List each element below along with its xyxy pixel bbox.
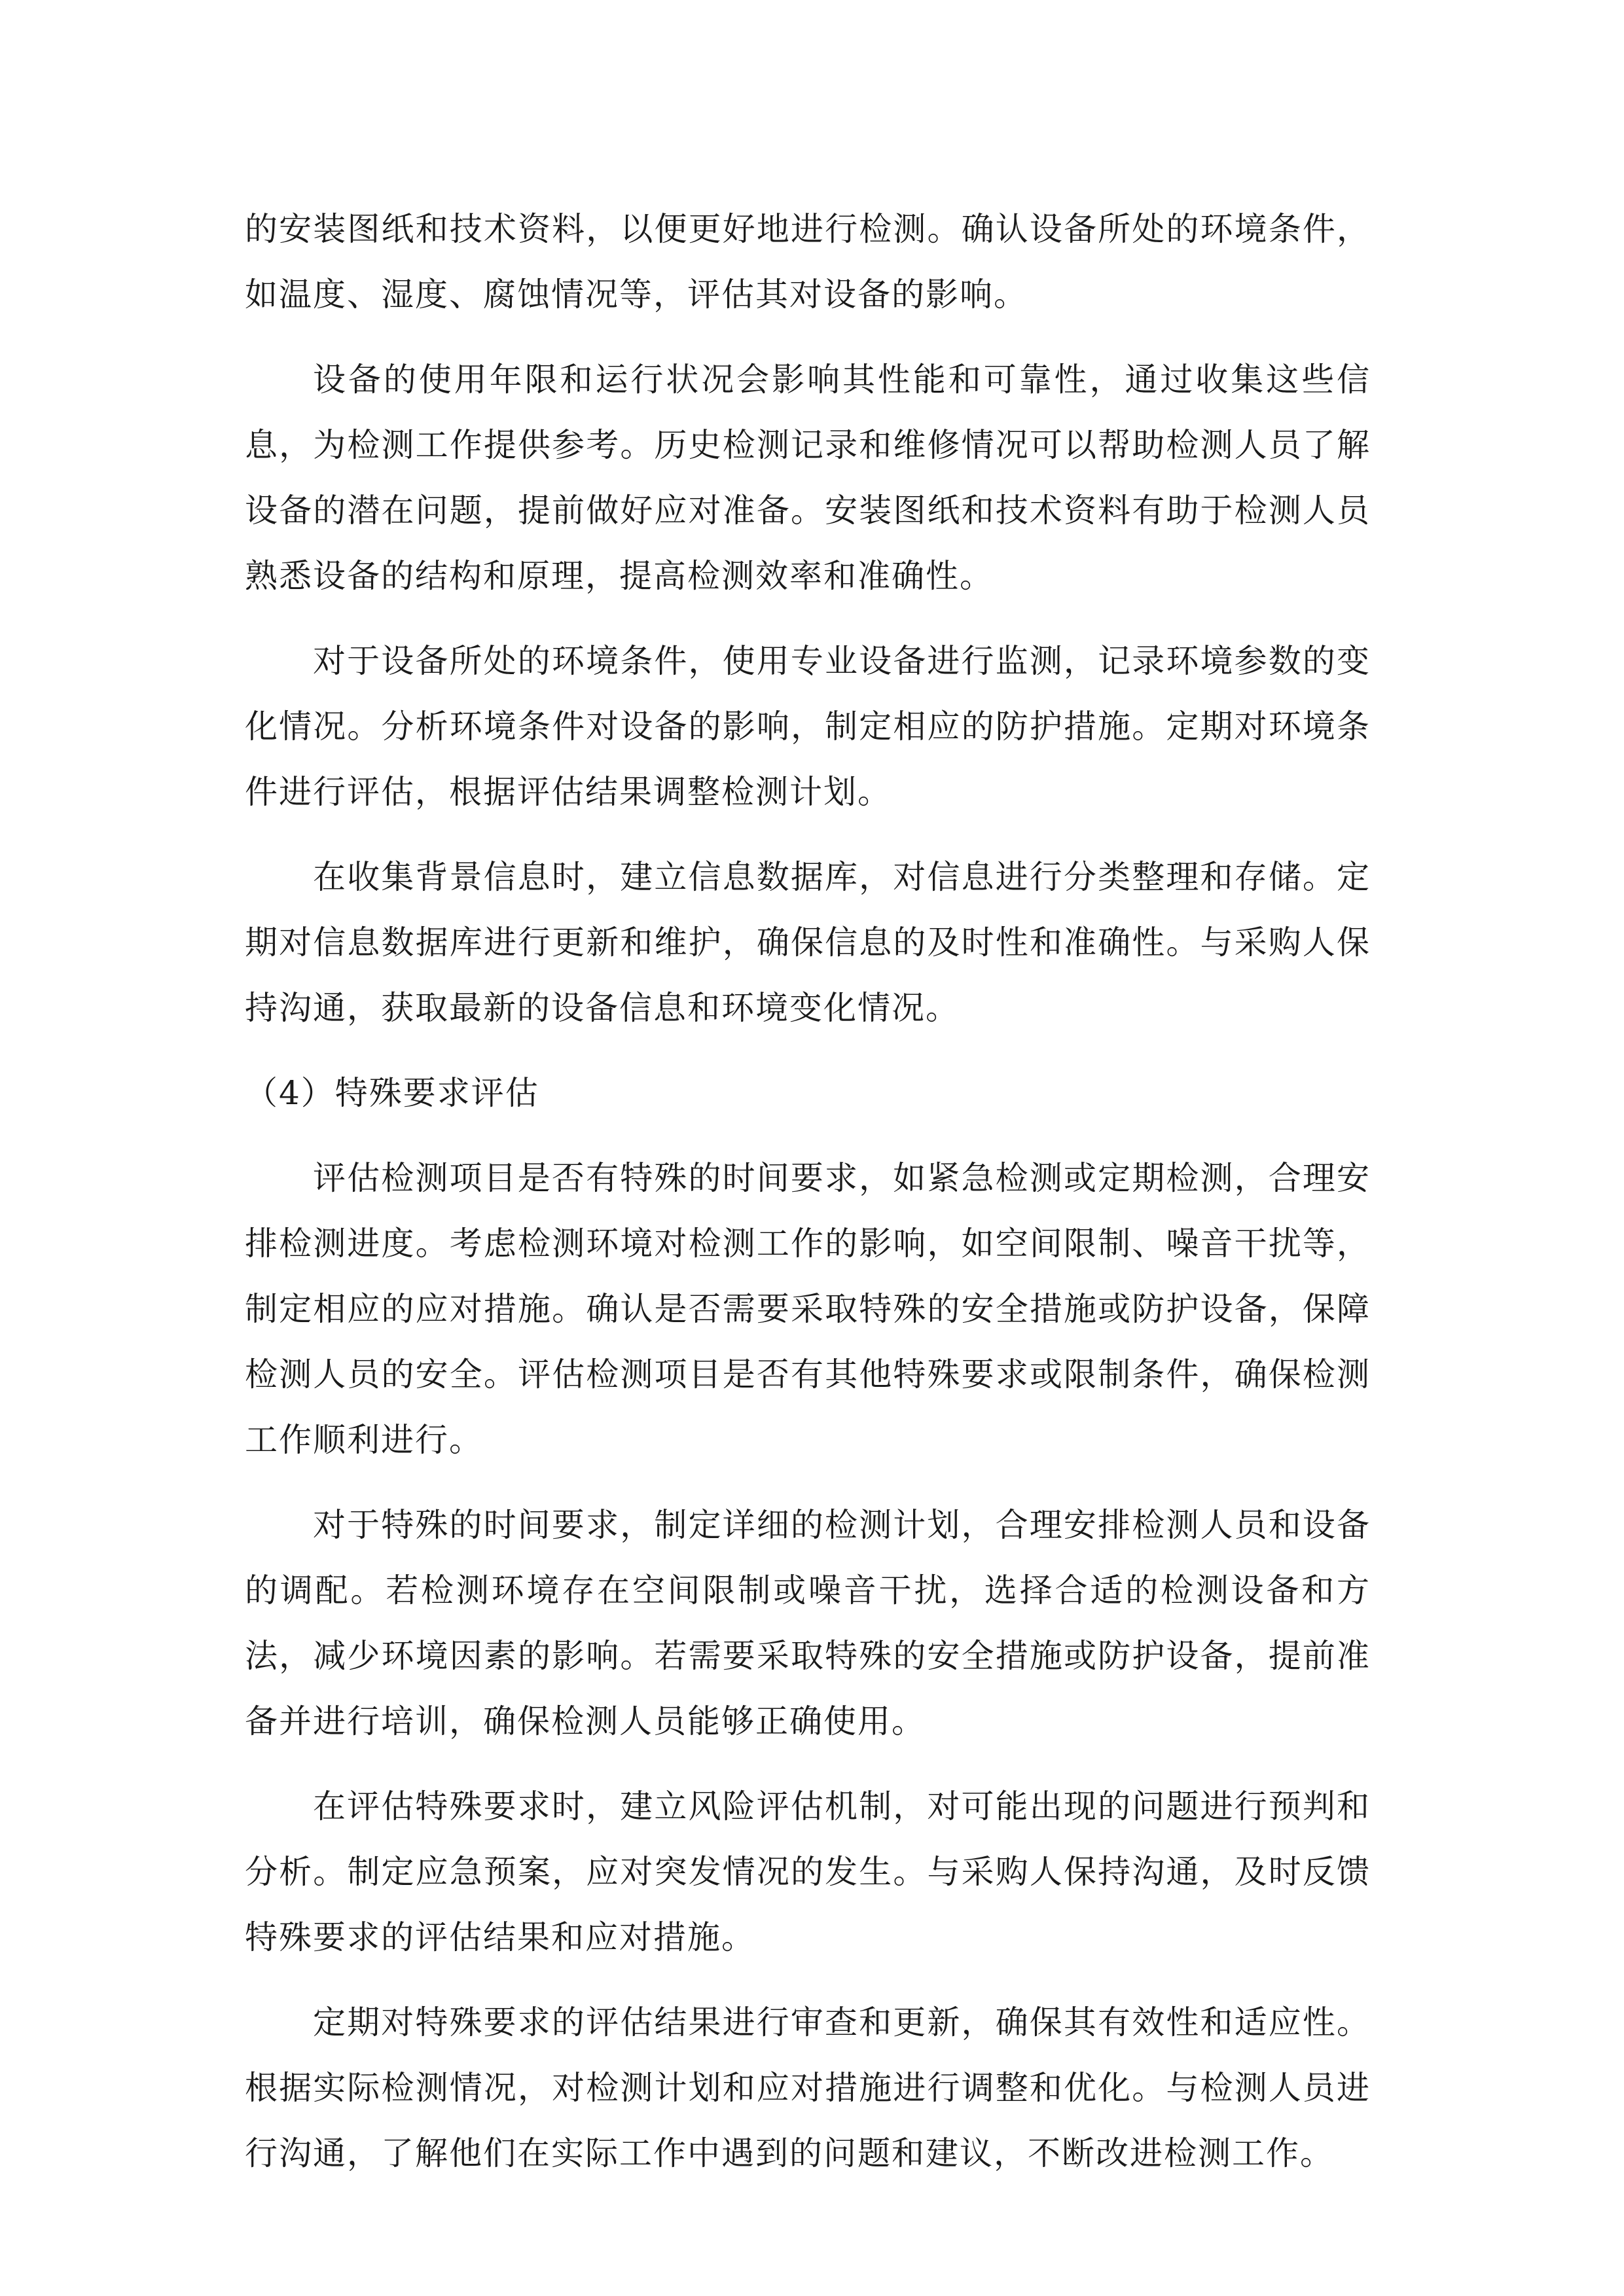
section-heading: （4）特殊要求评估 (245, 1074, 539, 1112)
paragraph-continued: 的安装图纸和技术资料，以便更好地进行检测。确认设备所处的环境条件，如温度、湿度、腐蚀情况等，评估其对设备的影响。 (245, 210, 1371, 314)
section-paragraph: 评估检测项目是否有特殊的时间要求，如紧急检测或定期检测，合理安排检测进度。考虑检测环境对检测工作的影响，如空间限制、噪音干扰等，制定相应的应对措施。确认是否需要采取特殊的安全措施或防护设备，保障检测人员的安全。评估检测项目是否有其他特殊要求或限制条件，确保检测工作顺利进行。 (245, 1159, 1371, 1459)
section-paragraph: 在评估特殊要求时，建立风险评估机制，对可能出现的问题进行预判和分析。制定应急预案，应对突发情况的发生。与采购人保持沟通，及时反馈特殊要求的评估结果和应对措施。 (245, 1787, 1371, 1956)
document-page (245, 196, 1371, 2206)
paragraph: 在收集背景信息时，建立信息数据库，对信息进行分类整理和存储。定期对信息数据库进行更新和维护，确保信息的及时性和准确性。与采购人保持沟通，获取最新的设备信息和环境变化情况。 (245, 858, 1371, 1027)
section-paragraph: 对于特殊的时间要求，制定详细的检测计划，合理安排检测人员和设备的调配。若检测环境存在空间限制或噪音干扰，选择合适的检测设备和方法，减少环境因素的影响。若需要采取特殊的安全措施或防护设备，提前准备并进行培训，确保检测人员能够正确使用。 (245, 1506, 1371, 1740)
section-paragraph: 定期对特殊要求的评估结果进行审查和更新，确保其有效性和适应性。根据实际检测情况，对检测计划和应对措施进行调整和优化。与检测人员进行沟通，了解他们在实际工作中遇到的问题和建议，不断改进检测工作。 (245, 2003, 1371, 2172)
paragraph: 设备的使用年限和运行状况会影响其性能和可靠性，通过收集这些信息，为检测工作提供参考。历史检测记录和维修情况可以帮助检测人员了解设备的潜在问题，提前做好应对准备。安装图纸和技术资料有助于检测人员熟悉设备的结构和原理，提高检测效率和准确性。 (245, 361, 1371, 595)
paragraph: 对于设备所处的环境条件，使用专业设备进行监测，记录环境参数的变化情况。分析环境条件对设备的影响，制定相应的防护措施。定期对环境条件进行评估，根据评估结果调整检测计划。 (245, 642, 1371, 811)
